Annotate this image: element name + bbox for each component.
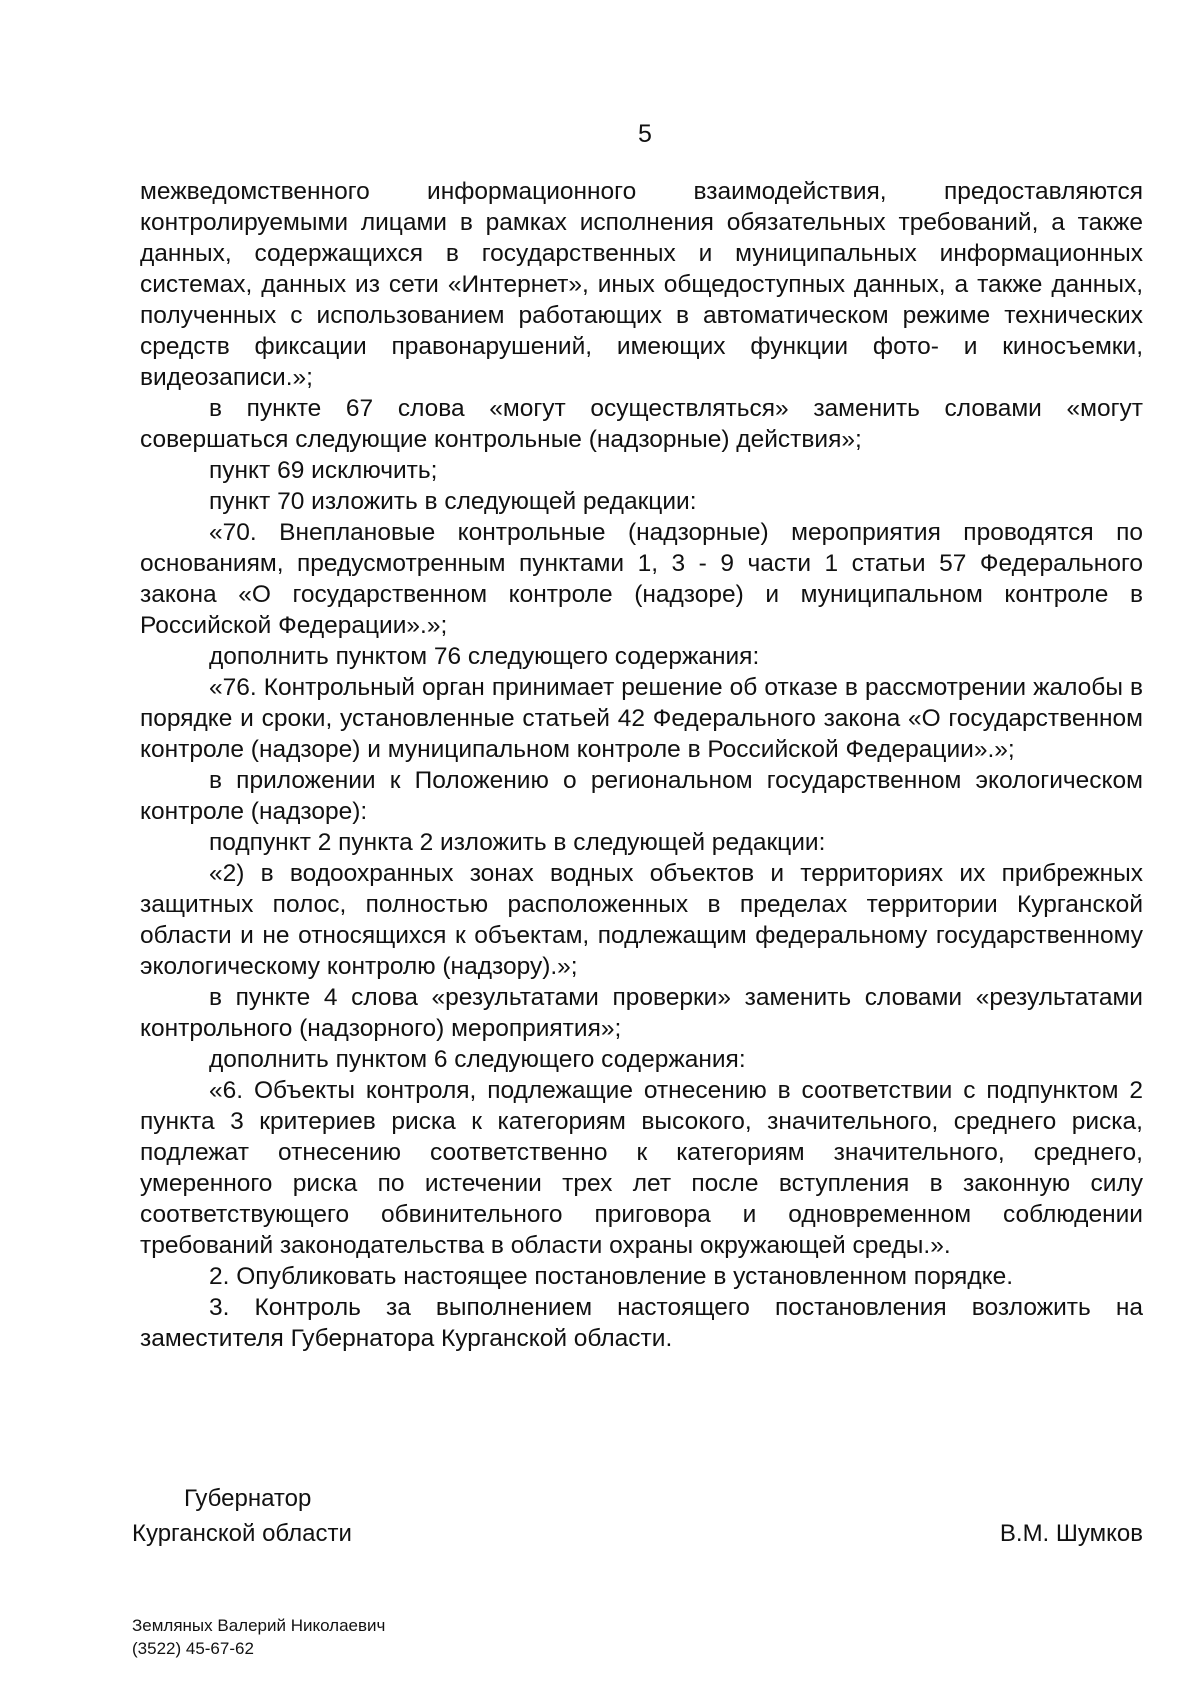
paragraph: межведомственного информационного взаимодействия, предоставляются контролируемыми лицами в рамках исполнения обязательных требований, а также данных, содержащихся в государственных и муниципальных информационных системах, данных из сети «Интернет», иных общедоступных данных, а также данных, полученных с использованием работающих в автоматическом режиме технических средств фиксации правонарушений, имеющих функции фото- и киносъемки, видеозаписи.»; — [140, 178, 1143, 391]
paragraph: пункт 69 исключить; — [209, 457, 438, 484]
paragraph: дополнить пунктом 76 следующего содержания: — [209, 643, 760, 670]
paragraph: в пункте 67 слова «могут осуществляться» заменить словами «могут совершаться следующие контрольные (надзорные) действия»; — [140, 395, 1143, 453]
paragraph: в приложении к Положению о региональном государственном экологическом контроле (надзоре): — [140, 767, 1143, 825]
paragraph: дополнить пунктом 6 следующего содержания: — [209, 1046, 746, 1073]
paragraph: «2) в водоохранных зонах водных объектов и территориях их прибрежных защитных полос, полностью расположенных в пределах территории Курганской области и не относящихся к объектам, подлежащим федеральному государственному экологическому контролю (надзору).»; — [140, 860, 1143, 980]
contact-phone: (3522) 45-67-62 — [132, 1639, 254, 1658]
paragraph: 2. Опубликовать настоящее постановление в установленном порядке. — [209, 1263, 1014, 1290]
paragraph: 3. Контроль за выполнением настоящего постановления возложить на заместителя Губернатора Курганской области. — [140, 1294, 1143, 1352]
document-body — [140, 176, 1143, 1354]
signatory-name: В.М. Шумков — [999, 1520, 1143, 1547]
paragraph: «70. Внеплановые контрольные (надзорные) мероприятия проводятся по основаниям, предусмотренным пунктами 1, 3 - 9 части 1 статьи 57 Федерального закона «О государственном контроле (надзоре) и муниципальном контроле в Российской Федерации».»; — [140, 519, 1143, 639]
contact-block — [132, 1614, 385, 1660]
paragraph: «76. Контрольный орган принимает решение об отказе в рассмотрении жалобы в порядке и сроки, установленные статьей 42 Федерального закона «О государственном контроле (надзоре) и муниципальном контроле в Российской Федерации».»; — [140, 674, 1143, 763]
signature-block — [132, 1484, 1143, 1548]
paragraph: в пункте 4 слова «результатами проверки» заменить словами «результатами контрольного (надзорного) мероприятия»; — [140, 984, 1143, 1042]
paragraph: подпункт 2 пункта 2 изложить в следующей редакции: — [209, 829, 826, 856]
paragraph: пункт 70 изложить в следующей редакции: — [209, 488, 697, 515]
paragraph: «6. Объекты контроля, подлежащие отнесению в соответствии с подпунктом 2 пункта 3 критериев риска к категориям высокого, значительного, среднего риска, подлежат отнесению соответственно к категориям значительного, среднего, умеренного риска по истечении трех лет после вступления в законную силу соответствующего обвинительного приговора и одновременном соблюдении требований законодательства в области охраны окружающей среды.». — [140, 1077, 1143, 1259]
signatory-title: Губернатор — [184, 1485, 312, 1512]
page-number: 5 — [638, 120, 652, 148]
signatory-region: Курганской области — [132, 1520, 352, 1547]
contact-name: Земляных Валерий Николаевич — [132, 1616, 386, 1635]
